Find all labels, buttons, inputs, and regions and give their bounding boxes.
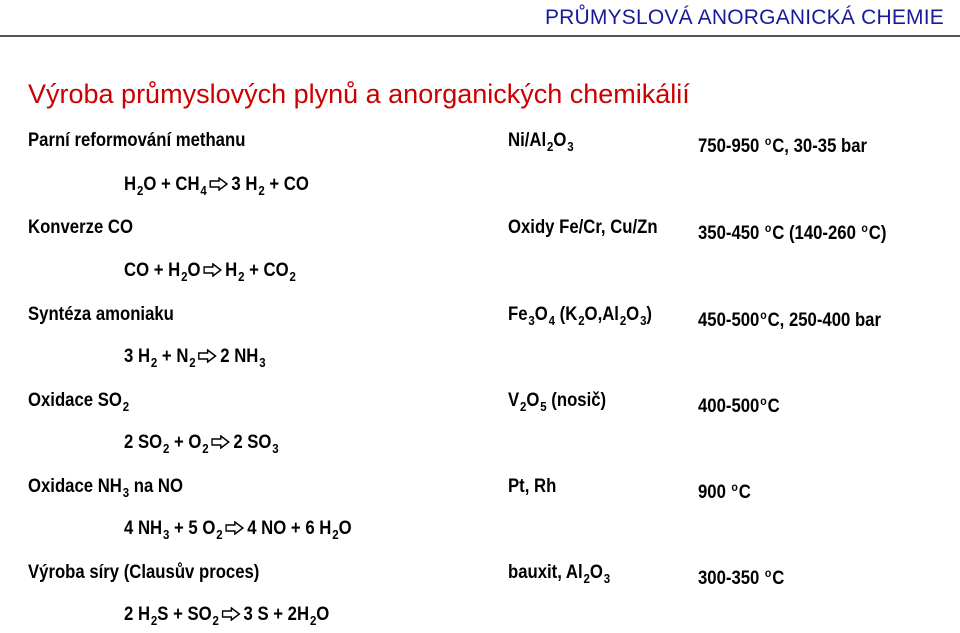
equation-so2-oxidation: 2 $SO_2 + O_2$ 2 $SO_3$ bbox=[124, 432, 279, 456]
equation-steam-reforming: $H_2O + CH_4$ 3 $H_2$ + CO bbox=[124, 174, 309, 198]
catalyst-claus-process: bauxit, $Al_2O_3$ bbox=[508, 562, 611, 586]
process-name-claus-process: Výroba síry (Clausův proces) bbox=[28, 562, 260, 583]
process-name-ammonia-synthesis: Syntéza amoniaku bbox=[28, 304, 174, 325]
catalyst-steam-reforming: $Ni/Al_2O_3$ bbox=[508, 130, 574, 154]
reaction-arrow-icon bbox=[222, 605, 241, 627]
process-name-steam-reforming: Parní reformování methanu bbox=[28, 130, 246, 151]
conditions-co-conversion: 350-450 $^o$C (140-260 $^o$C) bbox=[698, 221, 887, 244]
catalyst-ammonia-synthesis: $Fe_3O_4$ $(K_2O,Al_2O_3)$ bbox=[508, 304, 653, 328]
reaction-arrow-icon bbox=[211, 433, 230, 455]
reaction-arrow-icon bbox=[203, 261, 222, 283]
catalyst-co-conversion: Oxidy Fe/Cr, Cu/Zn bbox=[508, 217, 658, 238]
reaction-arrow-icon bbox=[209, 175, 228, 197]
process-name-so2-oxidation: Oxidace $SO_2$ bbox=[28, 390, 130, 414]
catalyst-nh3-oxidation: Pt, Rh bbox=[508, 476, 557, 497]
equation-co-conversion: CO + $H_2O$ $H_2 + CO_2$ bbox=[124, 260, 296, 284]
conditions-so2-oxidation: 400-500$^o$C bbox=[698, 394, 780, 417]
equation-ammonia-synthesis: 3 $H_2 + N_2$ 2 $NH_3$ bbox=[124, 346, 266, 370]
conditions-claus-process: 300-350 $^o$C bbox=[698, 566, 785, 589]
reaction-arrow-icon bbox=[225, 519, 244, 541]
slide-title: Výroba průmyslových plynů a anorganických chemikálií bbox=[28, 79, 690, 109]
conditions-nh3-oxidation: 900 $^o$C bbox=[698, 480, 751, 503]
catalyst-so2-oxidation: $V_2O_5$ (nosič) bbox=[508, 390, 607, 414]
conditions-steam-reforming: 750-950 $^o$C, 30-35 bar bbox=[698, 134, 868, 157]
process-name-co-conversion: Konverze CO bbox=[28, 217, 133, 238]
header-divider bbox=[0, 35, 960, 37]
reaction-arrow-icon bbox=[198, 347, 217, 369]
process-name-nh3-oxidation: Oxidace $NH_3$ na NO bbox=[28, 476, 183, 500]
equation-nh3-oxidation: 4 $NH_3 + 5$ $O_2$ 4 NO + 6 $H_2O$ bbox=[124, 518, 352, 542]
slide-header bbox=[0, 0, 960, 38]
header-title: PRŮMYSLOVÁ ANORGANICKÁ CHEMIE bbox=[544, 6, 944, 29]
conditions-ammonia-synthesis: 450-500$^o$C, 250-400 bar bbox=[698, 308, 881, 331]
equation-claus-process: 2 $H_2S + SO_2$ 3 $S + 2H_2O$ bbox=[124, 604, 330, 628]
